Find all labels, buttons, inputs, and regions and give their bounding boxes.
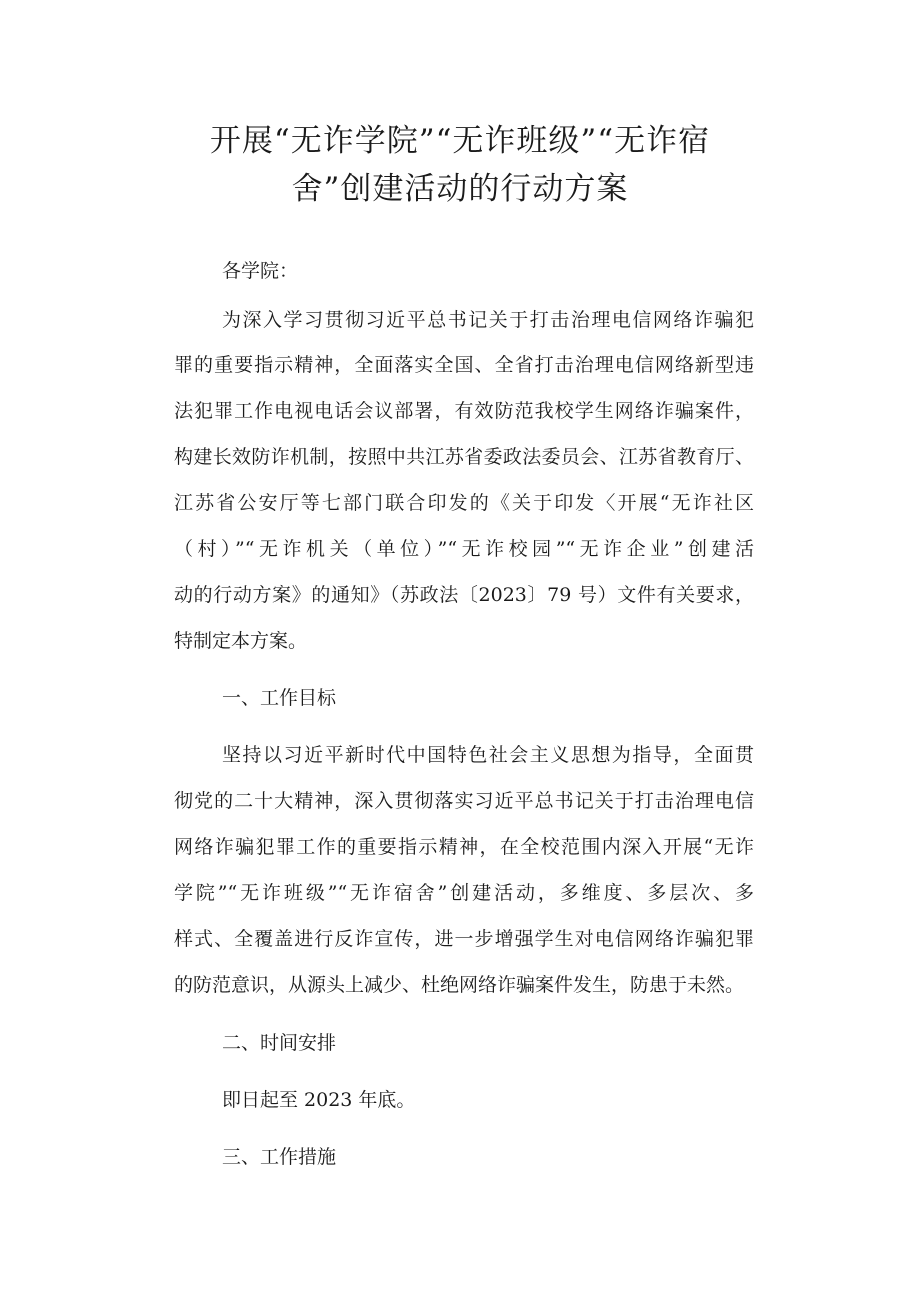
goals-line: 网络诈骗犯罪工作的重要指示精神，在全校范围内深入开展“无诈	[174, 836, 754, 858]
document-title-line-2: 舍”创建活动的行动方案	[291, 171, 629, 207]
intro-line: 为深入学习贯彻习近平总书记关于打击治理电信网络诈骗犯	[222, 309, 754, 331]
goals-line: 学院”“无诈班级”“无诈宿舍”创建活动，多维度、多层次、多	[174, 882, 754, 904]
intro-line: 罪的重要指示精神，全面落实全国、全省打击治理电信网络新型违	[174, 354, 754, 376]
intro-line: 动的行动方案》的通知》（苏政法〔2023〕79 号）文件有关要求，	[174, 584, 754, 606]
intro-line: 江苏省公安厅等七部门联合印发的《关于印发〈开展“无诈社区	[174, 492, 754, 514]
salutation: 各学院：	[222, 260, 299, 282]
goals-line: 样式、全覆盖进行反诈宣传，进一步增强学生对电信网络诈骗犯罪	[174, 928, 754, 950]
goals-line: 彻党的二十大精神，深入贯彻落实习近平总书记关于打击治理电信	[174, 790, 754, 812]
schedule-text: 即日起至 2023 年底。	[222, 1089, 416, 1111]
intro-line: 特制定本方案。	[174, 630, 308, 652]
section-heading-schedule: 二、时间安排	[222, 1032, 337, 1054]
intro-line: （村）”“无诈机关（单位）”“无诈校园”“无诈企业”创建活	[174, 538, 754, 560]
document-title-line-1: 开展“无诈学院”“无诈班级”“无诈宿	[209, 123, 711, 159]
goals-line: 坚持以习近平新时代中国特色社会主义思想为指导，全面贯	[222, 744, 754, 766]
intro-line: 法犯罪工作电视电话会议部署，有效防范我校学生网络诈骗案件，	[174, 400, 754, 422]
intro-line: 构建长效防诈机制，按照中共江苏省委政法委员会、江苏省教育厅、	[174, 446, 754, 468]
section-heading-measures: 三、工作措施	[222, 1146, 337, 1168]
section-heading-goals: 一、工作目标	[222, 687, 337, 709]
goals-line: 的防范意识，从源头上减少、杜绝网络诈骗案件发生，防患于未然。	[174, 974, 745, 996]
